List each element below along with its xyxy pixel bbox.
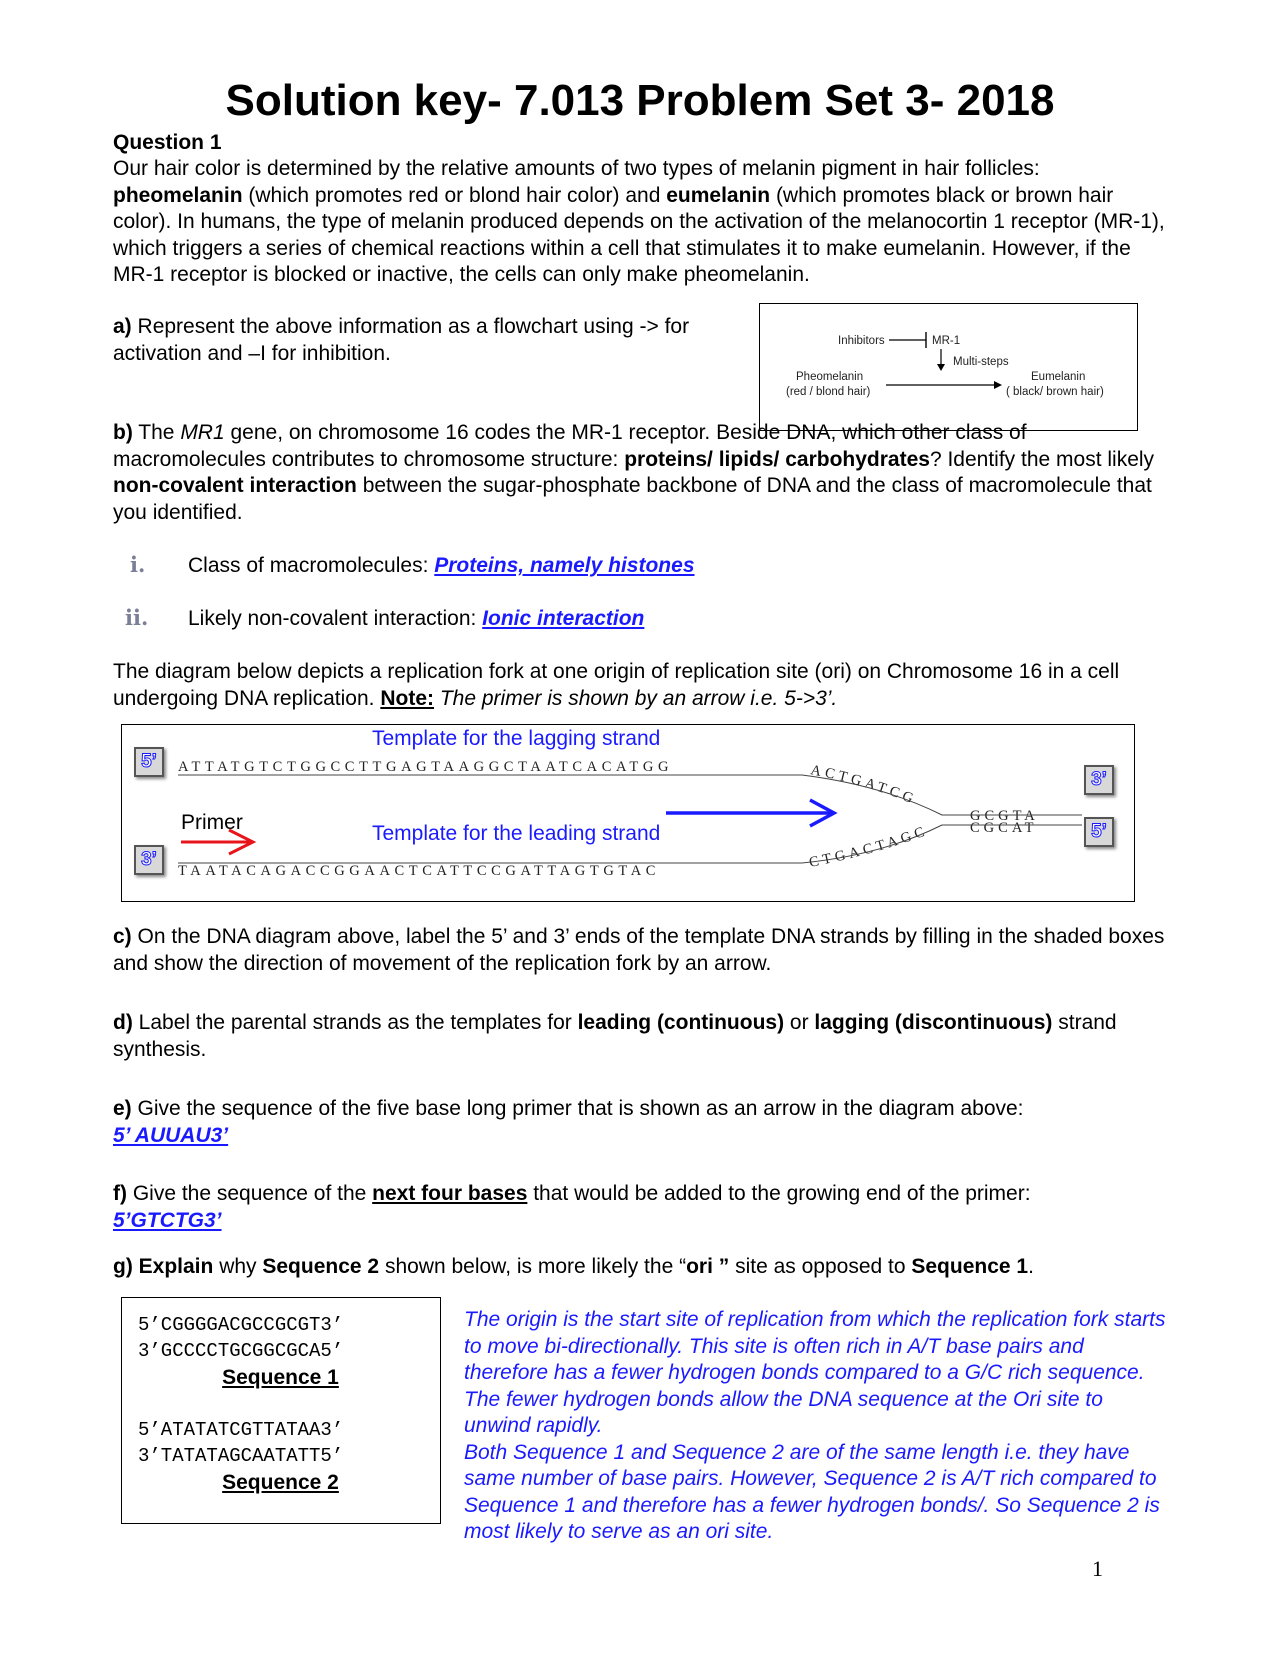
seq2-top-strand: 5’ATATATCGTTATAA3’ <box>138 1419 344 1441</box>
part-g-text-4: . <box>1028 1255 1034 1278</box>
replication-fork-box <box>121 724 1135 902</box>
part-g <box>113 1254 1173 1281</box>
question-heading: Question 1 <box>113 131 222 154</box>
seq2-label: Sequence 2 <box>222 1471 339 1494</box>
flowchart-diagram <box>760 304 1136 429</box>
intro-bold-eumelanin: eumelanin <box>666 183 771 207</box>
part-g-text-2: shown below, is more likely the “ <box>379 1255 687 1278</box>
intro-text-3: (which promotes black or brown hair color). In humans, the type of melanin produced depends on the activation of the melanocortin 1 receptor (MR-1), which triggers a series of chemical reactions within a cell that stimulates it to make eumelanin. However, if the MR-1 receptor is blocked or inactive, the cells can only make pheomelanin. <box>113 183 1165 286</box>
part-b-nci: non-covalent interaction <box>113 474 357 497</box>
part-b-text-4: between the sugar-phosphate backbone of DNA and the class of macromolecule that you identified. <box>113 474 1152 524</box>
flowchart-eumelanin: Eumelanin <box>1031 371 1086 383</box>
part-a-text: Represent the above information as a flowchart using -> for activation and –I for inhibition. <box>113 315 690 365</box>
part-d-text-3: strand synthesis. <box>113 1011 1117 1061</box>
seq1-top-strand: 5’CGGGGACGCCGCGT3’ <box>138 1314 344 1336</box>
flowchart-multisteps: Multi-steps <box>953 356 1009 368</box>
flowchart-pheomelanin-sub: (red / blond hair) <box>786 386 871 398</box>
seq1-bottom-strand: 3’GCCCCTGCGGCGCA5’ <box>138 1340 344 1362</box>
activation-down-arrowhead <box>937 364 945 371</box>
intro-bold-pheomelanin: pheomelanin <box>113 183 243 207</box>
intro-paragraph <box>113 156 1173 289</box>
part-g-answer-p2: Both Sequence 1 and Sequence 2 are of the same length i.e. they have same number of base pairs. However, Sequence 2 is A/T rich compared to Sequence 1 and therefore has a fewer hydrogen bonds/. So Sequence 2 is most likely to serve as an ori site. <box>464 1440 1160 1543</box>
pheo-to-eu-arrowhead <box>994 381 1002 389</box>
seq2-bottom-strand: 3’TATATAGCAATATT5’ <box>138 1445 344 1467</box>
intro-text-2: (which promotes red or blond hair color) and <box>242 183 667 207</box>
seq1-label: Sequence 1 <box>222 1366 339 1389</box>
intro-text-1: Our hair color is determined by the relative amounts of two types of melanin pigment in hair follicles: <box>113 157 1040 180</box>
part-d-label: d) <box>113 1011 133 1034</box>
bottom-strand-sequence: TAATACAGACCGGAACTCATTCCGATTAGTGTAC <box>178 863 661 879</box>
top-strand-backbone <box>178 775 1082 815</box>
part-b-ii-answer: Ionic interaction <box>482 607 645 630</box>
part-e-text: Give the sequence of the five base long primer that is shown as an arrow in the diagram above: <box>131 1097 1024 1120</box>
lagging-strand-label: Template for the lagging strand <box>372 727 661 750</box>
primer-label: Primer <box>181 811 243 834</box>
part-g-answer-p1: The origin is the start site of replication from which the replication fork starts to move bi-directionally. This site is often rich in A/T base pairs and therefore has a fewer hydrogen bonds compared to a G/C rich sequence. The fewer hydrogen bonds allow the DNA sequence at the Ori site to unwind rapidly. <box>464 1308 1166 1437</box>
part-b-text-2: gene, on chromosome 16 codes the MR-1 receptor. Beside DNA, which other class of macromolecules contributes to chromosome structure: <box>113 421 1027 471</box>
list-number-ii: ii. <box>125 605 149 630</box>
part-e <box>113 1096 1173 1149</box>
part-f-text-2: that would be added to the growing end of the primer: <box>527 1182 1031 1205</box>
part-b-text-3: ? Identify the most likely <box>929 447 1155 471</box>
part-b <box>113 420 1173 526</box>
flowchart-box <box>759 303 1138 431</box>
part-g-answer <box>464 1307 1172 1546</box>
part-b-i-text: Class of macromolecules: <box>188 554 435 577</box>
part-c-text: On the DNA diagram above, label the 5’ and 3’ ends of the template DNA strands by filling in the shaded boxes and show the direction of movement of the replication fork by an arrow. <box>113 925 1165 975</box>
list-number-i: i. <box>130 552 146 577</box>
bottom-right-end-box: 5’ <box>1084 817 1114 847</box>
part-f-bold-next-four: next four bases <box>372 1182 528 1205</box>
top-strand-right-sequence: GCGTA <box>970 808 1039 824</box>
part-d-bold-lagging: lagging (discontinuous) <box>814 1011 1053 1034</box>
part-c <box>113 924 1173 977</box>
bottom-strand-backbone <box>178 825 1082 863</box>
page-number: 1 <box>1092 1556 1103 1581</box>
flowchart-eumelanin-sub: ( black/ brown hair) <box>1006 386 1104 398</box>
part-g-bold-seq1: Sequence 1 <box>911 1255 1029 1278</box>
part-f <box>113 1181 1173 1234</box>
part-d-text-1: Label the parental strands as the templates for <box>132 1011 578 1034</box>
top-left-end-box: 5’ <box>134 747 164 777</box>
part-b-label: b) <box>113 421 133 444</box>
part-g-bold-ori: ori ” <box>686 1255 730 1278</box>
part-b-i <box>188 553 695 580</box>
part-b-text-1: The <box>132 421 181 444</box>
part-b-i-answer: Proteins, namely histones <box>434 554 695 577</box>
part-b-ii <box>188 606 644 633</box>
part-a <box>113 314 713 367</box>
bottom-strand-diagonal-sequence <box>808 823 931 871</box>
part-f-label: f) <box>113 1182 127 1205</box>
bottom-diagonal-path-text: CTGACTAGC <box>807 822 931 871</box>
flowchart-mr1: MR-1 <box>932 335 961 347</box>
part-d-text-2: or <box>784 1011 815 1034</box>
leading-strand-label: Template for the leading strand <box>372 822 661 845</box>
part-b-gene: MR1 <box>180 421 225 444</box>
part-c-label: c) <box>113 925 132 948</box>
sequence-box <box>121 1297 441 1524</box>
part-g-text-1: why <box>213 1255 263 1278</box>
diagram-intro-text-2: The primer is shown by an arrow i.e. 5->3’. <box>434 686 838 710</box>
part-f-answer: 5’GTCTG3’ <box>113 1208 222 1232</box>
bottom-left-end-box: 3’ <box>134 845 164 875</box>
fork-svg <box>122 725 1133 900</box>
part-g-label: g) Explain <box>113 1255 214 1278</box>
part-g-text-3: site as opposed to <box>729 1255 912 1278</box>
top-strand-diagonal-sequence <box>809 762 919 808</box>
top-diagonal-path-text: ACTGATCG <box>809 762 920 809</box>
top-right-end-box: 3’ <box>1084 765 1114 795</box>
top-strand-sequence: ATTATGTCTGGCCTTGAGTAAGGCTAATCACATGG <box>178 759 674 775</box>
part-g-bold-seq2: Sequence 2 <box>262 1255 380 1278</box>
diagram-intro-note: Note: <box>380 686 435 710</box>
flowchart-inhibitors: Inhibitors <box>838 335 885 347</box>
bottom-strand-right-sequence: CGCAT <box>970 820 1038 836</box>
part-e-answer: 5’ AUUAU3’ <box>113 1123 229 1147</box>
diagram-intro-text-1: The diagram below depicts a replication fork at one origin of replication site (ori) on Chromosome 16 in a cell undergoing DNA replication. <box>113 660 1120 710</box>
diagram-intro <box>113 659 1173 712</box>
part-a-label: a) <box>113 315 132 338</box>
part-f-text-1: Give the sequence of the <box>127 1182 373 1205</box>
part-d <box>113 1010 1173 1063</box>
page-title: Solution key- 7.013 Problem Set 3- 2018 <box>225 76 1055 125</box>
part-d-bold-leading: leading (continuous) <box>577 1011 785 1034</box>
part-e-label: e) <box>113 1097 132 1120</box>
part-b-options: proteins/ lipids/ carbohydrates <box>624 447 930 471</box>
flowchart-pheomelanin: Pheomelanin <box>796 371 864 383</box>
part-b-ii-text: Likely non-covalent interaction: <box>188 607 483 630</box>
